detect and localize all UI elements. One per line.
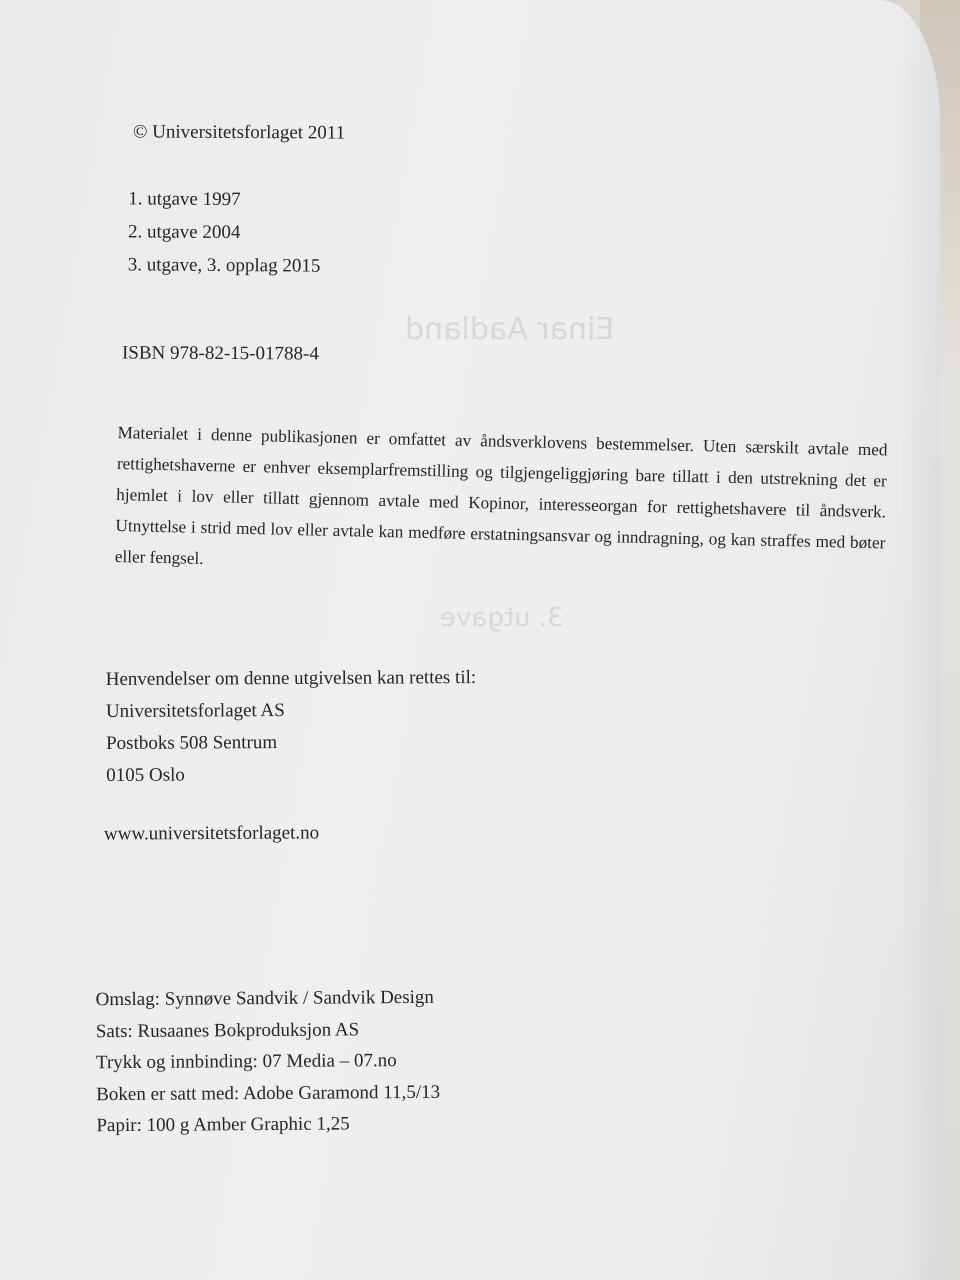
contact-intro: Henvendelser om denne utgivelsen kan rettes til: bbox=[105, 667, 477, 690]
credit-line: Trykk og innbinding: 07 Media – 07.no bbox=[95, 1050, 397, 1074]
edition-item: 1. utgave 1997 bbox=[128, 188, 241, 211]
production-credits bbox=[95, 982, 440, 1142]
postal-city: 0105 Oslo bbox=[106, 764, 185, 786]
contact-block bbox=[106, 662, 477, 792]
edition-item: 2. utgave 2004 bbox=[127, 221, 241, 244]
website-url: www.universitetsforlaget.no bbox=[103, 822, 320, 845]
page-curl-shadow bbox=[900, 0, 940, 1280]
copyright-line: © Universitetsforlaget 2011 bbox=[132, 121, 346, 144]
postal-address: Postboks 508 Sentrum bbox=[106, 732, 278, 754]
credit-line: Papir: 100 g Amber Graphic 1,25 bbox=[96, 1113, 350, 1137]
publisher-name: Universitetsforlaget AS bbox=[105, 700, 285, 722]
credit-line: Omslag: Synnøve Sandvik / Sandvik Design bbox=[95, 986, 434, 1011]
edition-item: 3. utgave, 3. opplag 2015 bbox=[127, 254, 321, 277]
show-through-edition: 3. utgave bbox=[440, 603, 564, 633]
credit-line: Sats: Rusaanes Bokproduksjon AS bbox=[95, 1018, 360, 1042]
edition-list bbox=[128, 182, 321, 282]
legal-notice: Materialet i denne publikasjonen er omfattet av åndsverklovens bestemmelser. Uten særskilt avtale med rettighetshaverne er enhver eksemplarfremstilling og tilgjengeliggjøring bare tillatt i den utstrekning det er hjemlet i lov eller tillatt gjennom avtale med Kopinor, interesseorgan for rettighetshavere til åndsverk. Utnyttelse i strid med lov eller avtale kan medføre erstatningsansvar og inndragning, og kan straffes med bøter eller fengsel. bbox=[114, 423, 888, 569]
isbn: ISBN 978-82-15-01788-4 bbox=[121, 342, 319, 365]
show-through-author: Einar Aadland bbox=[405, 312, 615, 347]
credit-line: Boken er satt med: Adobe Garamond 11,5/13 bbox=[96, 1081, 441, 1105]
